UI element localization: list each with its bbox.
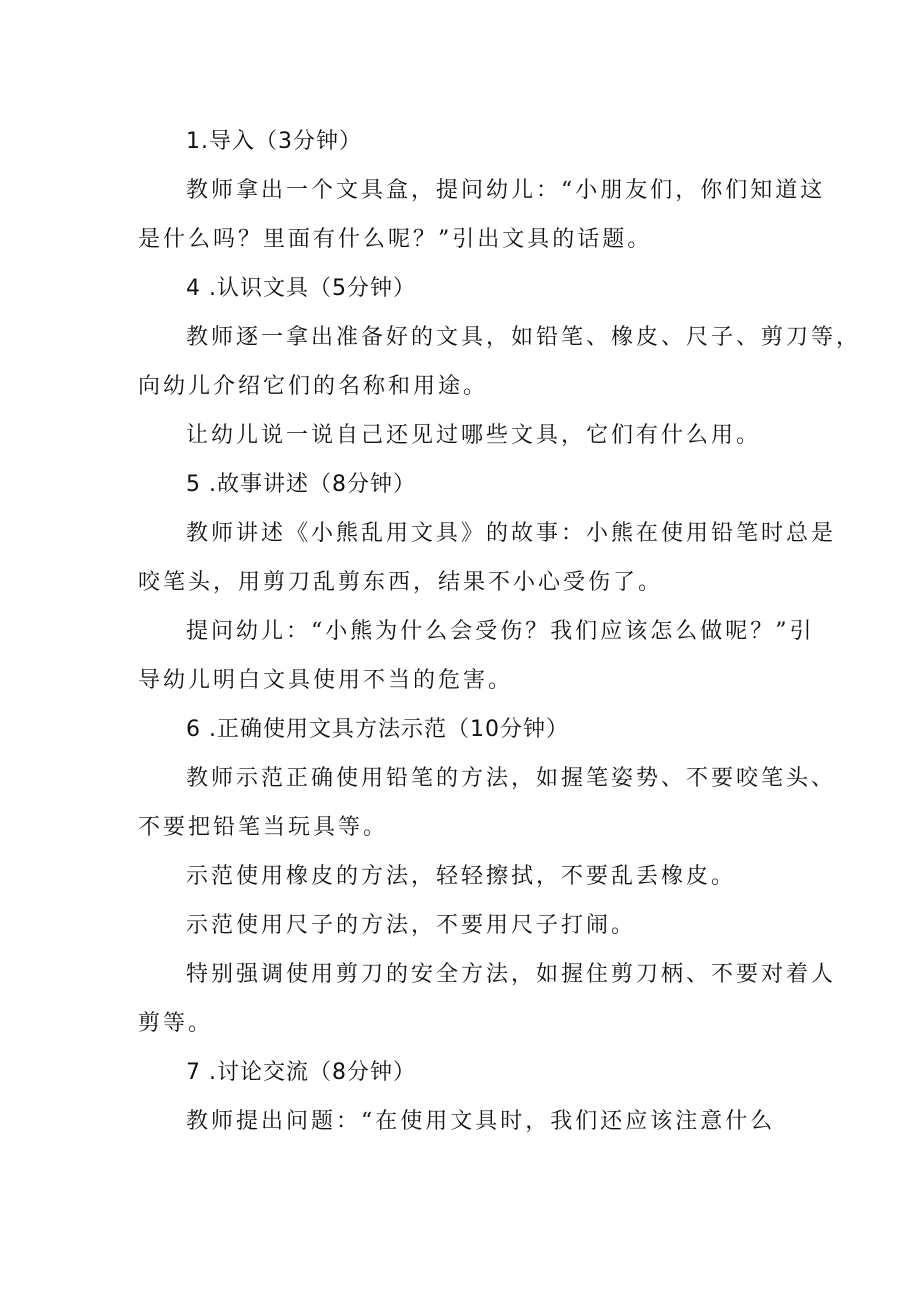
paragraph-line: 是什么吗？里面有什么呢？”引出文具的话题。 [138,227,653,252]
paragraph-line: 剪等。 [138,1011,214,1036]
paragraph-line: 向幼儿介绍它们的名称和用途。 [138,374,489,399]
paragraph-line: 教师讲述《小熊乱用文具》的故事：小熊在使用铅笔时总是 [186,521,837,546]
paragraph-line: 导幼儿明白文具使用不当的危害。 [138,668,514,693]
section-heading-discussion: 7 .讨论交流（8分钟） [186,1060,416,1085]
paragraph-line: 教师提出问题：“在使用文具时，我们还应该注意什么 [186,1109,776,1134]
section-heading-stationery: 4 .认识文具（5分钟） [186,276,416,301]
paragraph-line: 教师拿出一个文具盒，提问幼儿：“小朋友们，你们知道这 [186,178,826,203]
paragraph-line: 特别强调使用剪刀的安全方法，如握住剪刀柄、不要对着人 [186,962,837,987]
paragraph-line: 教师示范正确使用铅笔的方法，如握笔姿势、不要咬笔头、 [186,766,837,791]
paragraph-line: 教师逐一拿出准备好的文具，如铅笔、橡皮、尺子、剪刀等， [186,325,862,350]
section-heading-intro: 1.导入（3分钟） [186,129,362,154]
section-heading-story: 5 .故事讲述（8分钟） [186,472,416,497]
section-heading-demo: 6 .正确使用文具方法示范（10分钟） [186,717,569,742]
paragraph-line: 提问幼儿：“小熊为什么会受伤？我们应该怎么做呢？”引 [186,619,815,644]
paragraph-line: 示范使用尺子的方法，不要用尺子打闹。 [186,913,637,938]
paragraph-line: 示范使用橡皮的方法，轻轻擦拭，不要乱丢橡皮。 [186,864,737,889]
paragraph-line: 让幼儿说一说自己还见过哪些文具，它们有什么用。 [186,423,762,448]
paragraph-line: 不要把铅笔当玩具等。 [138,815,389,840]
paragraph-line: 咬笔头，用剪刀乱剪东西，结果不小心受伤了。 [138,570,664,595]
